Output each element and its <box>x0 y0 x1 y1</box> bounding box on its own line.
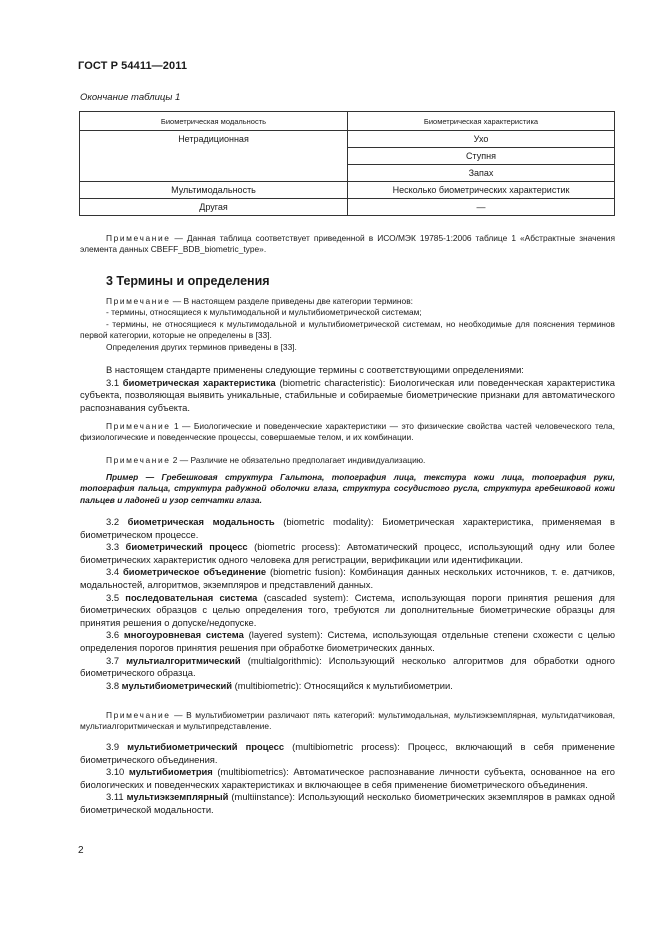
term-definition: (biometric modality): Биометрическая характеристика, применяемая в биометрическом процессе. <box>80 516 615 540</box>
term-3-10 <box>80 766 615 791</box>
term-number: 3.3 <box>106 541 126 553</box>
table-row <box>80 199 615 216</box>
col-header-characteristic: Биометрическая характеристика <box>348 112 615 131</box>
term-number: 3.4 <box>106 566 123 578</box>
term-definition: (multibiometrics): Автоматическое распознавание личности субъекта, основанное на его биологических и поведенческих характеристиках и включающее в себя применение биометрического объединения. <box>80 766 615 790</box>
term-name: мультиалгоритмический <box>126 654 241 666</box>
term-name: мультибиометрический <box>121 679 233 691</box>
table-cell-characteristic: Несколько биометрических характеристик <box>348 182 615 199</box>
page-number: 2 <box>78 845 84 856</box>
term-3-2 <box>80 516 615 541</box>
note-text: 1 — Биологические и поведенческие характеристики — это физические свойства частей человеческого тела, физиологические и поведенческие процессы, совершаемые телом, и их комбинации. <box>80 421 615 443</box>
section-note <box>80 296 615 353</box>
note-label: Примечание <box>106 233 171 243</box>
term-number: 3.5 <box>106 591 126 603</box>
note-label: Примечание <box>106 421 171 431</box>
note-label: Примечание <box>106 455 171 465</box>
note-text: Определения других терминов приведены в [33]. <box>106 341 297 352</box>
term-3-9 <box>80 741 615 766</box>
example-paragraph: Пример — Гребешковая структура Гальтона, топография лица, текстура кожи лица, топография руки, топография пальца, структура радужной оболочки глаза, структура сосудистого русла, структура гребешковой кожи пальцев и ладоней и узор сетчатки глаза. <box>80 472 615 505</box>
document-header: ГОСТ Р 54411—2011 <box>78 60 188 72</box>
table-cell-modality: Нетрадиционная <box>80 131 348 182</box>
note-3-1-2 <box>80 455 615 466</box>
term-3-7 <box>80 655 615 680</box>
table-caption: Окончание таблицы 1 <box>80 92 181 103</box>
table-row <box>80 131 615 148</box>
term-number: 3.11 <box>106 791 127 803</box>
note-list-item: - термины, относящиеся к мультимодальной и мультибиометрической системам; <box>106 307 422 318</box>
term-definition: (cascaded system): Система, использующая пороги принятия решения для биометрических образцов с целью определения того, требуются ли дополнительные биометрические образцы для принятия решения о допуске/недопуске. <box>80 591 615 628</box>
term-name: биометрический процесс <box>125 541 248 553</box>
term-name: мультибиометрия <box>128 766 213 778</box>
note-text: — Данная таблица соответствует приведенной в ИСО/МЭК 19785-1:2006 таблице 1 «Абстрактные значения элемента данных CBEFF_BDB_biometric_type». <box>80 233 615 255</box>
modality-table <box>79 111 615 216</box>
term-3-4 <box>80 566 615 591</box>
note-text: 2 — Различие не обязательно предполагает индивидуализацию. <box>170 455 426 465</box>
term-3-11 <box>80 791 615 816</box>
term-3-1 <box>80 377 615 415</box>
term-definition: (biometric process): Автоматический процесс, использующий одну или более биометрических характеристик одного человека для регистрации, верификации или идентификации. <box>80 541 616 565</box>
term-name: биометрическая характеристика <box>122 376 276 388</box>
note-list-item: - термины, не относящиеся к мультимодальной и мультибиометрической системам, но необходимые для пояснения терминов первой категории, которые не определены в [33]. <box>80 318 615 341</box>
table-cell-characteristic: Ухо <box>348 131 615 148</box>
table-cell-characteristic: — <box>348 199 615 216</box>
term-name: мультибиометрический процесс <box>127 741 285 752</box>
term-definition: (multibiometric process): Процесс, включающий в себя применение биометрического объединения. <box>80 741 615 765</box>
term-name: многоуровневая система <box>123 629 244 641</box>
note-3-8 <box>80 710 615 733</box>
term-3-6 <box>80 629 615 654</box>
term-definition: (multiinstance): Использующий несколько биометрических экземпляров в рамках одной биометрической модальности. <box>80 791 615 815</box>
term-name: биометрическая модальность <box>127 516 275 527</box>
definitions-block-3 <box>80 741 615 817</box>
table-cell-modality: Другая <box>80 199 348 216</box>
table-cell-characteristic: Ступня <box>348 148 615 165</box>
term-3-8 <box>80 680 615 693</box>
term-number: 3.7 <box>106 654 127 666</box>
term-number: 3.10 <box>106 766 129 778</box>
term-definition: (multibiometric): Относящийся к мультибиометрии. <box>232 679 453 691</box>
term-3-3 <box>80 541 615 566</box>
table-cell-characteristic: Запах <box>348 165 615 182</box>
term-definition: (layered system): Система, использующая отдельные степени схожести с целью определения порогов принятия решения при обработке биометрических данных. <box>80 629 616 653</box>
term-definition: (biometric characteristic): Биологическая или поведенческая характеристика субъекта, позволяющая выявить уникальные, стабильные и собираемые биометрические признаки для автоматического распознавания субъекта. <box>80 376 615 413</box>
note-text: — В мультибиометрии различают пять категорий: мультимодальная, мультиэкземплярная, мультидатчиковая, мультиалгоритмическая и мультипредставление. <box>80 710 615 732</box>
note-text: — В настоящем разделе приведены две категории терминов: <box>170 296 413 306</box>
term-number: 3.1 <box>106 376 123 388</box>
col-header-modality: Биометрическая модальность <box>80 112 348 131</box>
term-number: 3.2 <box>106 516 128 527</box>
note-3-1-1 <box>80 421 615 444</box>
note-label: Примечание <box>106 296 171 306</box>
definitions-block <box>80 364 615 414</box>
term-3-5 <box>80 592 615 630</box>
note-label: Примечание <box>106 710 171 720</box>
intro-paragraph: В настоящем стандарте применены следующие термины с соответствующими определениями: <box>106 364 524 375</box>
table-header-row <box>80 112 615 131</box>
section-title: 3 Термины и определения <box>106 274 270 288</box>
definitions-block-2 <box>80 516 615 692</box>
table-cell-modality: Мультимодальность <box>80 182 348 199</box>
table-note <box>80 233 615 256</box>
table-row <box>80 182 615 199</box>
term-number: 3.6 <box>106 629 124 641</box>
term-name: последовательная система <box>125 591 258 603</box>
term-number: 3.9 <box>106 741 128 752</box>
term-definition: (biometric fusion): Комбинация данных нескольких источников, т. е. датчиков, модальностей, алгоритмов, экземпляров и представлений данных. <box>80 566 615 590</box>
term-name: биометрическое объединение <box>122 566 267 578</box>
term-number: 3.8 <box>106 679 122 691</box>
term-definition: (multialgorithmic): Использующий несколько алгоритмов для обработки одного биометрического образца. <box>80 654 615 679</box>
term-name: мультиэкземплярный <box>126 791 229 803</box>
